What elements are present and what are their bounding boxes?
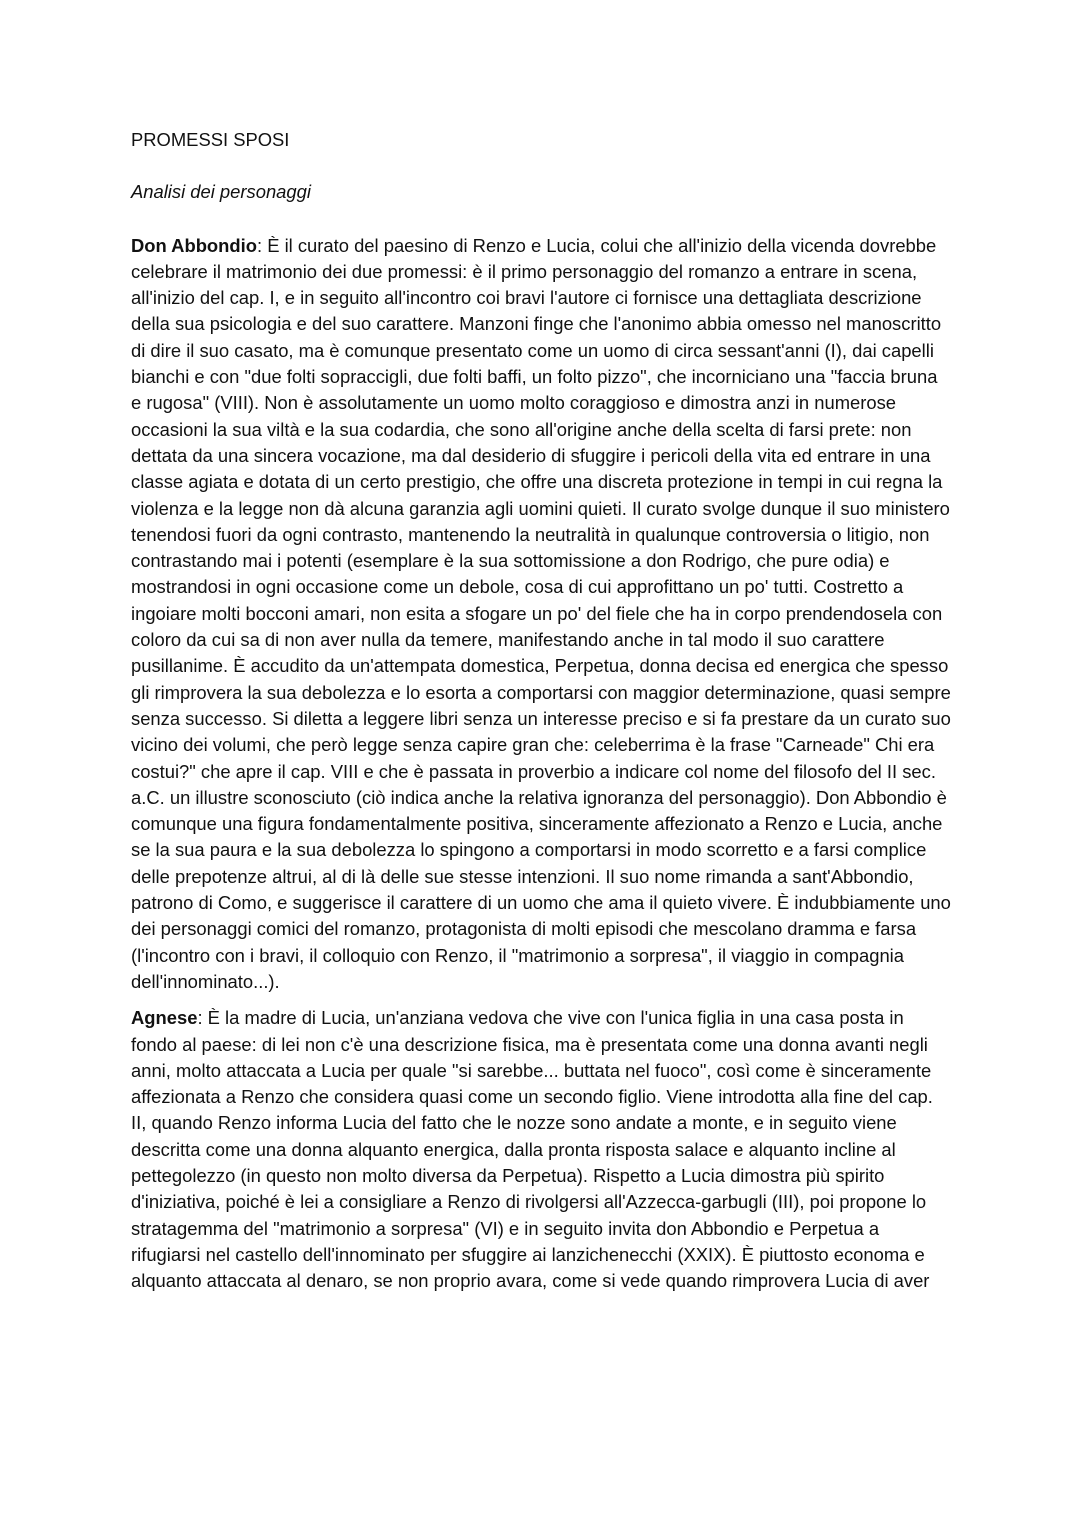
character-section-agnese [131, 1005, 951, 1294]
character-description: : È la madre di Lucia, un'anziana vedova che vive con l'unica figlia in una casa posta in fondo al paese: di lei non c'è una descrizione fisica, ma è presentata come una donna avanti negli anni, molto attaccata a Lucia per quale "si sarebbe... buttata nel fuoco", così come è sinceramente affezionata a Renzo che considera quasi come un secondo figlio. Viene introdotta alla fine del cap. II, quando Renzo informa Lucia del fatto che le nozze sono andate a monte, e in seguito viene descritta come una donna alquanto energica, dalla pronta risposta salace e alquanto incline al pettegolezzo (in questo non molto diversa da Perpetua). Rispetto a Lucia dimostra più spirito d'iniziativa, poiché è lei a consigliare a Renzo di rivolgersi all'Azzecca-garbugli (III), poi propone lo stratagemma del "matrimonio a sorpresa" (VI) e in seguito invita don Abbondio e Perpetua a rifugiarsi nel castello dell'innominato per sfuggire ai lanzichenecchi (XXIX). È piuttosto economa e alquanto attaccata al denaro, se non proprio avara, come si vede quando rimprovera Lucia di aver [131, 1007, 933, 1292]
document-subtitle: Analisi dei personaggi [131, 181, 311, 203]
document-page [131, 127, 951, 1304]
character-description: : È il curato del paesino di Renzo e Lucia, colui che all'inizio della vicenda dovrebbe celebrare il matrimonio dei due promessi: è il primo personaggio del romanzo a entrare in scena, all'inizio del cap. I, e in seguito all'incontro coi bravi l'autore ci fornisce una dettagliata descrizione della sua psicologia e del suo carattere. Manzoni finge che l'anonimo abbia omesso nel manoscritto di dire il suo casato, ma è comunque presentato come un uomo di circa sessant'anni (I), dai capelli bianchi e con "due folti sopraccigli, due folti baffi, un folto pizzo", che incorniciano una "faccia bruna e rugosa" (VIII). Non è assolutamente un uomo molto coraggioso e dimostra anzi in numerose occasioni la sua viltà e la sua codardia, che sono all'origine anche della scelta di farsi prete: non dettata da una sincera vocazione, ma dal desiderio di sfuggire i pericoli della vita ed entrare in una classe agiata e dotata di un certo prestigio, che offre una discreta protezione in tempi in cui regna la violenza e la legge non dà alcuna garanzia agli uomini quieti. Il curato svolge dunque il suo ministero tenendosi fuori da ogni contrasto, mantenendo la neutralità in qualunque controversia o litigio, non contrastando mai i potenti (esemplare è la sua sottomissione a don Rodrigo, che pure odia) e mostrandosi in ogni occasione come un debole, cosa di cui approfittano un po' tutti. Costretto a ingoiare molti bocconi amari, non esita a sfogare un po' del fiele che ha in corpo prendendosela con coloro da cui sa di non aver nulla da temere, manifestando anche in tal modo il suo carattere pusillanime. È accudito da un'attempata domestica, Perpetua, donna decisa ed energica che spesso gli rimprovera la sua debolezza e lo esorta a comportarsi con maggior determinazione, quasi sempre senza successo. Si diletta a leggere libri senza un interesse preciso e si fa prestare da un curato suo vicino dei volumi, che però legge senza capire gran che: celeberrima è la frase "Carneade" Chi era costui?" che apre il cap. VIII e che è passata in proverbio a indicare col nome del filosofo del II sec. a.C. un illustre sconosciuto (ciò indica anche la relativa ignoranza del personaggio). Don Abbondio è comunque una figura fondamentalmente positiva, sinceramente affezionato a Renzo e Lucia, anche se la sua paura e la sua debolezza lo spingono a comportarsi in modo scorretto e a farsi complice delle prepotenze altrui, al di là delle sue stesse intenzioni. Il suo nome rimanda a sant'Abbondio, patrono di Como, e suggerisce il carattere di un uomo che ama il quieto vivere. È indubbiamente uno dei personaggi comici del romanzo, protagonista di molti episodi che mescolano dramma e farsa (l'incontro con i bravi, il colloquio con Renzo, il "matrimonio a sorpresa", il viaggio in compagnia dell'innominato...). [131, 234, 951, 992]
character-name: Agnese [131, 1007, 198, 1029]
character-section-don-abbondio [131, 233, 951, 996]
document-title: PROMESSI SPOSI [131, 129, 290, 150]
character-name: Don Abbondio [131, 234, 257, 256]
